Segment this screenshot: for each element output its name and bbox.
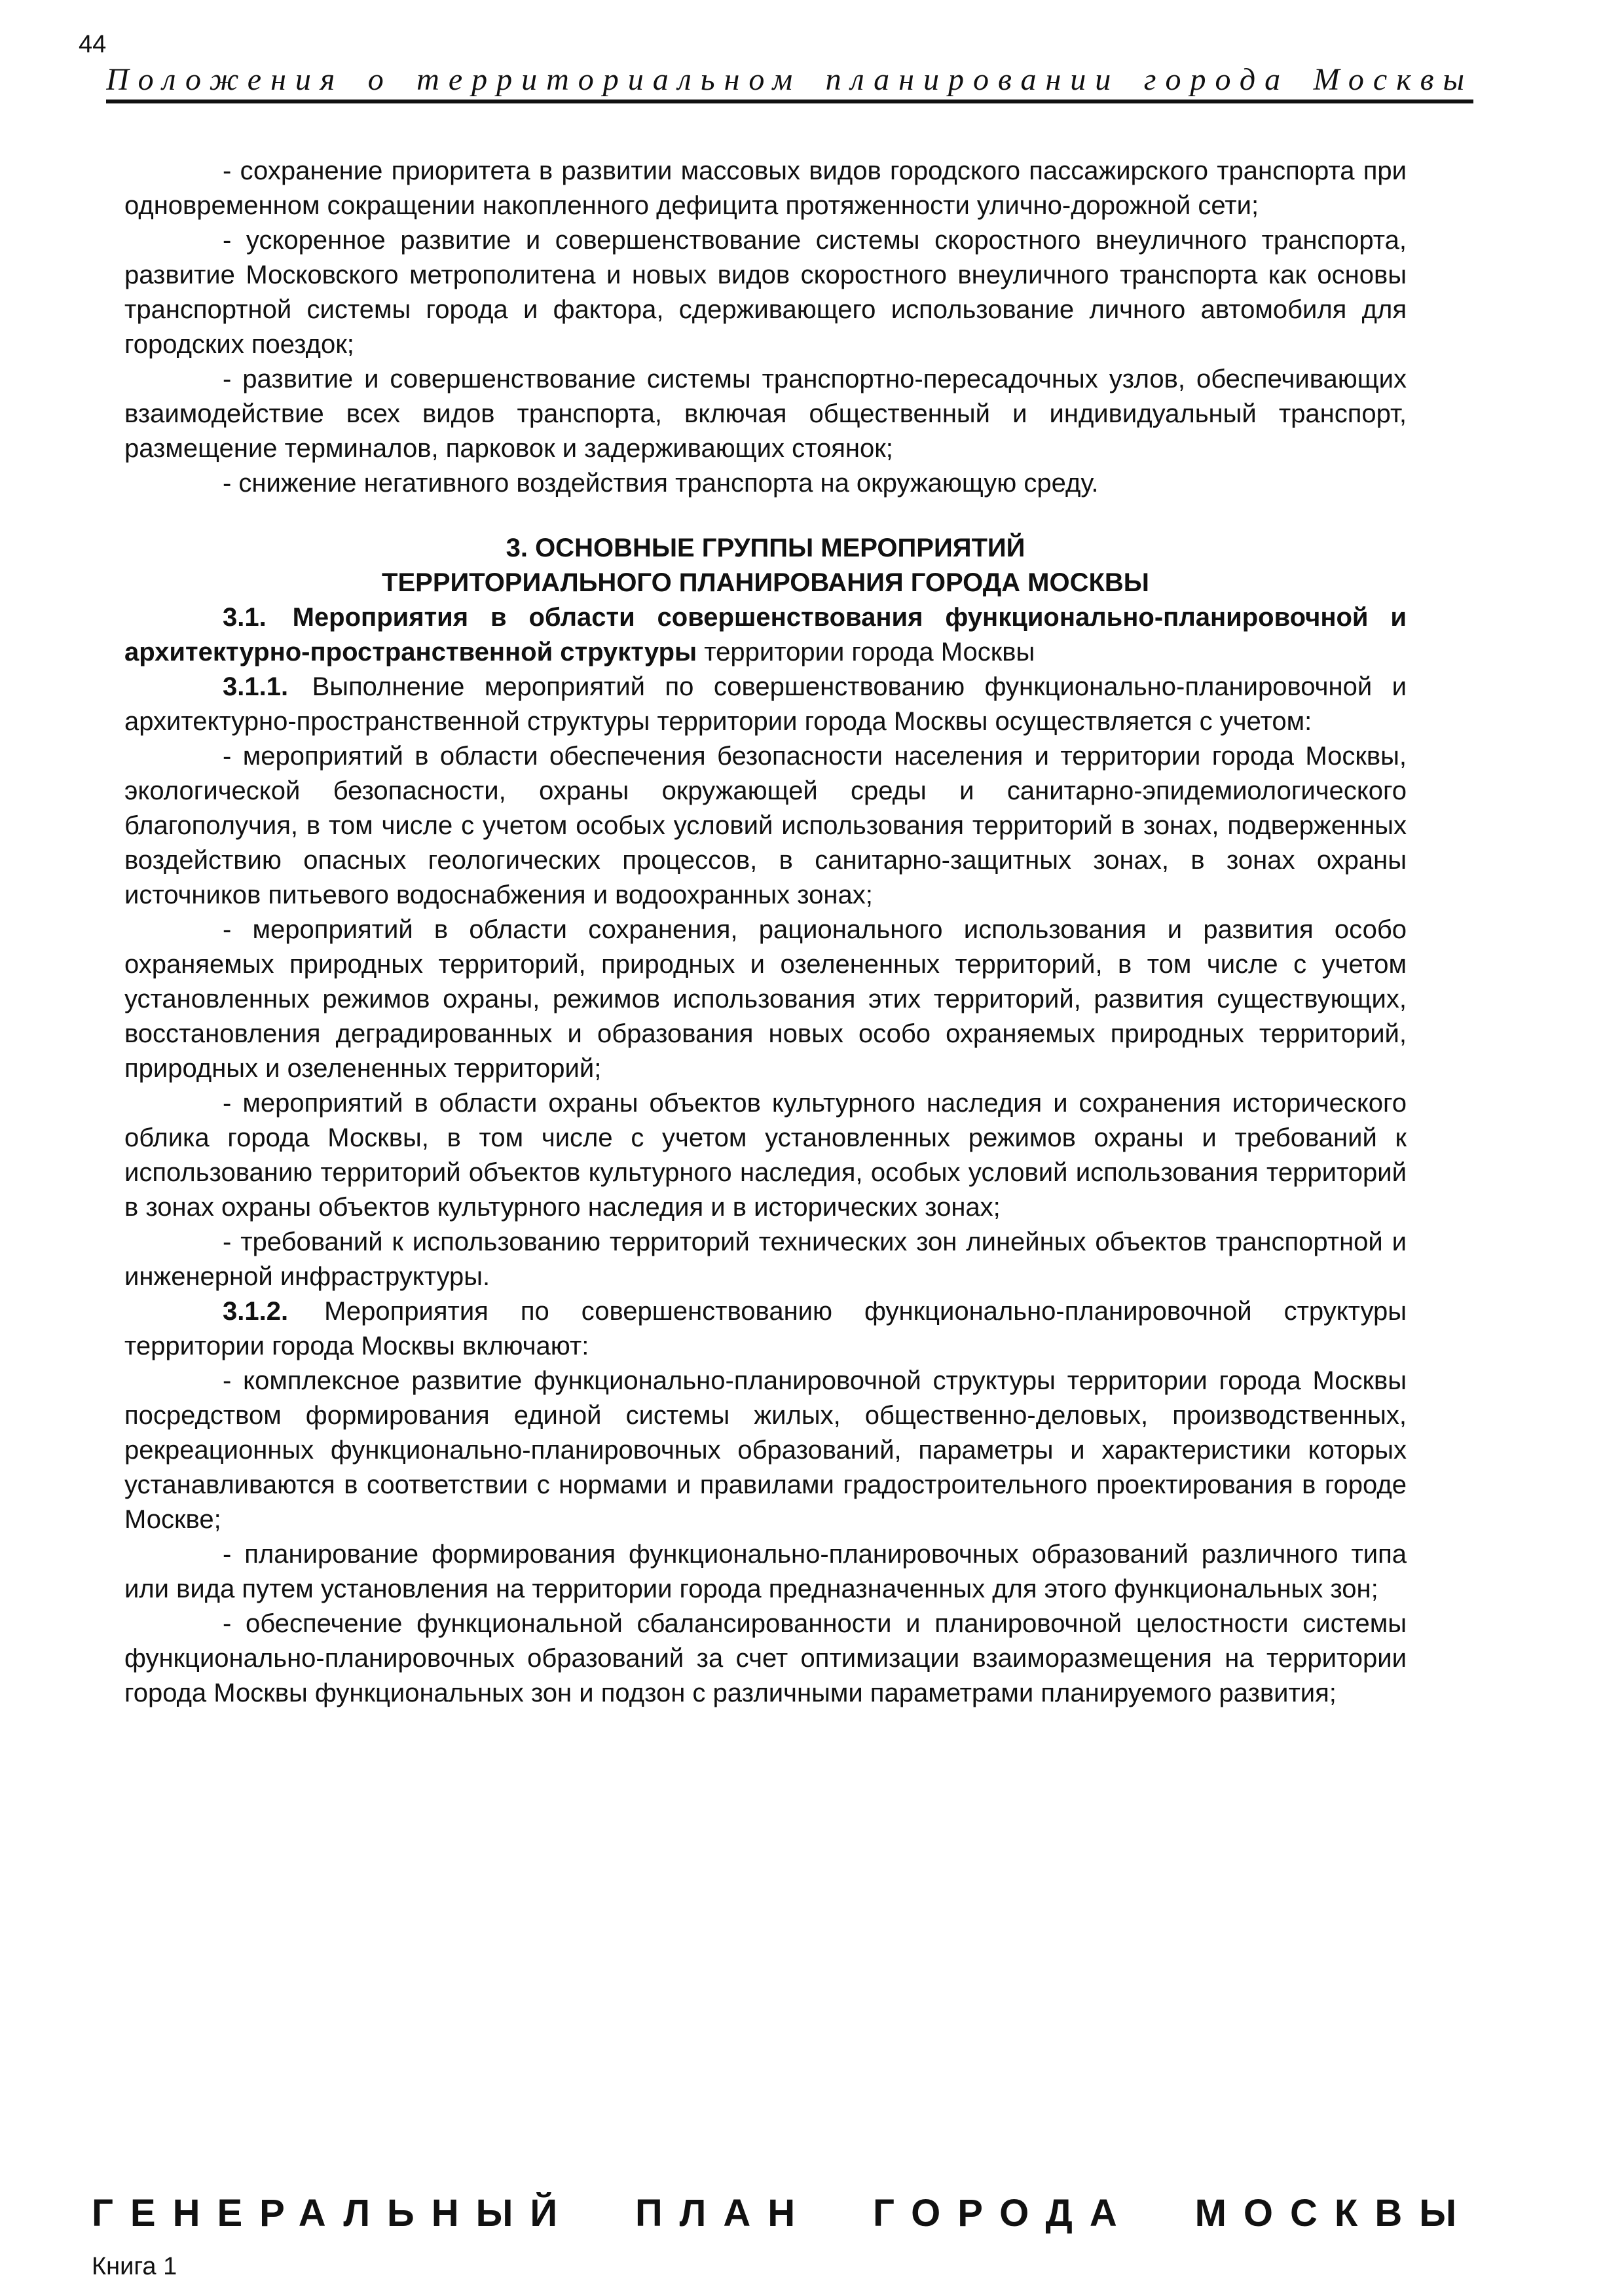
page-number: 44 [79,31,107,58]
bullet-item: - мероприятий в области сохранения, рационального использования и развития особо охраняемых природных территорий, природных и озелененных территорий, в том числе с учетом установленных режимов охраны, режимов использования этих территорий, развития существующих, восстановления деградированных и образования новых особо охраняемых природных территорий, природных и озелененных территорий; [124,915,1407,1083]
subsection-number: 3.1. [223,603,267,632]
bullet-item: - снижение негативного воздействия транспорта на окружающую среду. [223,469,1099,498]
subsection-intro-text: Выполнение мероприятий по совершенствованию функционально-планировочной и архитектурно-пространственной структуры территории города Москвы осуществляется с учетом: [124,672,1407,736]
bullet-item: - требований к использованию территорий технических зон линейных объектов транспортной и инженерной инфраструктуры. [124,1228,1407,1291]
bullet-item: - сохранение приоритета в развитии массовых видов городского пассажирского транспорта при одновременном сокращении накопленного дефицита протяженности улично-дорожной сети; [124,156,1407,220]
subsection-3-1-title [124,600,1407,670]
subsection-intro-text: Мероприятия по совершенствованию функционально-планировочной структуры территории города Москвы включают: [124,1297,1407,1360]
subsection-3-1-1-intro [124,670,1407,739]
bullet-item: - ускоренное развитие и совершенствование системы скоростного внеуличного транспорта, развитие Московского метрополитена и новых видов скоростного внеуличного транспорта как основы транспортной системы города и фактора, сдерживающего использование личного автомобиля для городских поездок; [124,226,1407,359]
section-heading [124,531,1407,600]
section-heading-line: 3. ОСНОВНЫЕ ГРУППЫ МЕРОПРИЯТИЙ [506,534,1025,562]
footer-title: ГЕНЕРАЛЬНЫЙ ПЛАН ГОРОДА МОСКВЫ [92,2192,1473,2234]
bullet-item: - мероприятий в области обеспечения безопасности населения и территории города Москвы, экологической безопасности, охраны окружающей среды и санитарно-эпидемиологического благополучия, в том числе с учетом особых условий использования территорий в зонах, подверженных воздействию опасных геологических процессов, в санитарно-защитных зонах, в зонах охраны источников питьевого водоснабжения и водоохранных зонах; [124,742,1407,909]
section-heading-line: ТЕРРИТОРИАЛЬНОГО ПЛАНИРОВАНИЯ ГОРОДА МОСКВЫ [382,568,1149,597]
bullet-item: - развитие и совершенствование системы транспортно-пересадочных узлов, обеспечивающих взаимодействие всех видов транспорта, включая общественный и индивидуальный транспорт, размещение терминалов, парковок и задерживающих стоянок; [124,365,1407,463]
subsection-3-1-2-intro [124,1294,1407,1364]
running-title: Положения о территориальном планировании города Москвы [106,62,1473,97]
header-rule [106,100,1473,103]
bullet-item: - планирование формирования функционально-планировочных образований различного типа или вида путем установления на территории города предназначенных для этого функциональных зон; [124,1540,1407,1603]
book-label: Книга 1 [92,2253,177,2280]
subsection-title-rest: территории города Москвы [697,638,1035,666]
page-body [124,154,1407,1711]
subsection-number: 3.1.1. [223,672,289,701]
bullet-item: - комплексное развитие функционально-планировочной структуры территории города Москвы посредством формирования единой системы жилых, общественно-деловых, производственных, рекреационных функционально-планировочных образований, параметры и характеристики которых устанавливаются в соответствии с нормами и правилами градостроительного проектирования в городе Москве; [124,1366,1407,1534]
bullet-item: - обеспечение функциональной сбалансированности и планировочной целостности системы функционально-планировочных образований за счет оптимизации взаиморазмещения на территории города Москвы функциональных зон и подзон с различными параметрами планируемого развития; [124,1609,1407,1707]
subsection-title-bold: Мероприятия в области совершенствования функционально-планировочной и архитектурно-пространственной структуры [124,603,1407,666]
subsection-number: 3.1.2. [223,1297,289,1326]
bullet-item: - мероприятий в области охраны объектов культурного наследия и сохранения исторического облика города Москвы, в том числе с учетом установленных режимов охраны и требований к использованию территорий объектов культурного наследия, особых условий использования территорий в зонах охраны объектов культурного наследия и в исторических зонах; [124,1089,1407,1222]
